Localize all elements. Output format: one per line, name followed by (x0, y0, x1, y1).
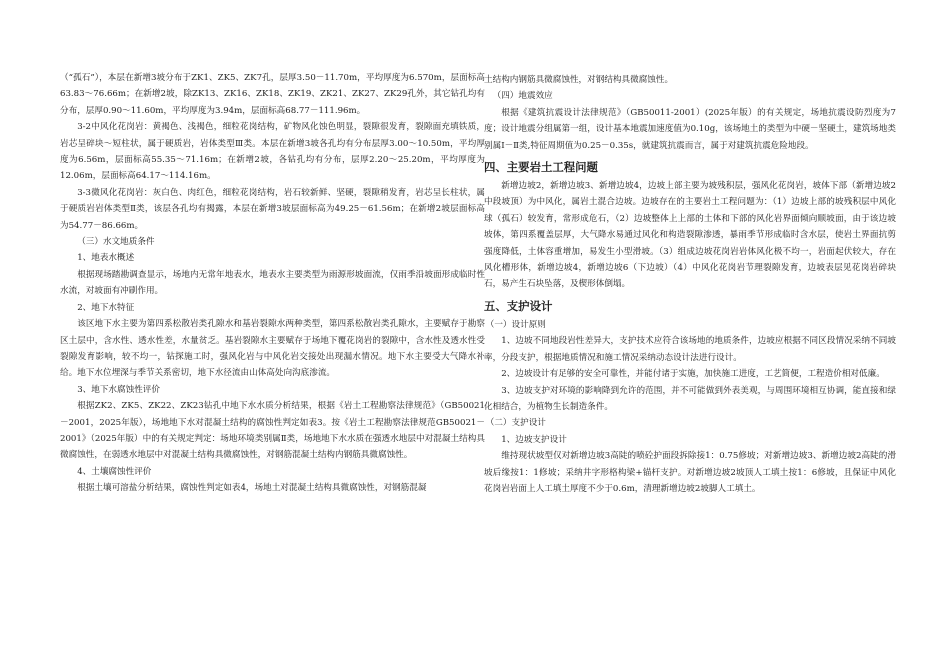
paragraph: 维持现状坡型仅对新增边坡3高陡的喷砼护面段拆除接1：0.75修坡；对新增边坡3、新增边坡2高陡的滑坡后缘按1：1修坡；采纳井字形格构梁+锚杆支护。对新增边坡2坡顶人工填土按1：6修坡，且保证中风化花岗岩岩面上人工填土厚度不少于0.6m，清理新增边坡2坡脚人工填土。 (484, 451, 896, 494)
paragraph: 根据《建筑抗震设计法律规范》（GB50011-2001）(2025年版）的有关规定，场地抗震设防烈度为7度；设计地震分组属第一组，设计基本地震加速度值为0.10g，该场地土的类型为中硬－坚硬土，建筑场地类别属Ⅰ－Ⅱ类,特征周期值为0.25－0.35s，就建筑抗震而言，属于对建筑抗震危险地段。 (484, 107, 896, 151)
paragraph: 根据土壤可溶盐分析结果，腐蚀性判定如表4，场地土对混凝土结构具微腐蚀性，对钢筋混凝 (77, 483, 427, 494)
paragraph: 3、边坡支护对环境的影响降到允许的范围，并不可能做到外表美观，与周围环境相互协调，能直接和绿化相结合，为植物生长制造条件。 (484, 385, 896, 412)
section-subheading: 1、地表水概述 (77, 253, 135, 264)
paragraph: 新增边坡2，新增边坡3、新增边坡4，边坡上部主要为坡残积层，强风化花岗岩，坡体下部（新增边坡2中段坡顶）为中风化，属岩土混合边坡。边坡存在的主要岩土工程问题为：（1）边坡上部的坡残积层中风化球（孤石）较发育，常形成危石，（2）边坡整体上上部的土体和下部的风化岩界面倾向顺坡面，由于该边坡坡体，第四系覆盖层厚，大气降水易通过风化和构造裂隙渗透，暴雨季节形成临时含水层，使岩土界面抗剪强度降低，土体容重增加，易发生小型滑坡。（3）组成边坡花岗岩岩体风化极不均一，岩面起伏较大，存在风化槽形体，新增边坡4，新增边坡6（下边坡）（4）中风化花岗岩节理裂隙发育，边坡表层见花岗岩碎块石，易产生石块坠落，及楔形体倒塌。 (484, 181, 896, 290)
section-subheading: （二）支护设计 (485, 418, 546, 429)
section-subheading: （四）地震效应 (492, 91, 553, 102)
section-subheading: （三）水文地质条件 (77, 237, 155, 248)
section-subheading: 2、地下水特征 (77, 302, 135, 313)
section-heading: 四、主要岩土工程问题 (484, 160, 598, 175)
section-subheading: （一）设计原则 (485, 319, 546, 330)
paragraph: 土结构内钢筋具微腐蚀性，对钢结构具微腐蚀性。 (484, 75, 674, 85)
paragraph: 3-3微风化花岗岩：灰白色、肉红色，细粒花岗结构，岩石较新鲜、坚硬，裂隙稍发育，岩芯呈长柱状，属于硬质岩岩体类型Ⅱ类，该层各孔均有揭露，本层在新增3坡层面标高为49.25－61.56m；在新增2坡层面标高为54.77－86.66m。 (60, 187, 485, 231)
section-subheading: 4、土壤腐蚀性评价 (77, 466, 152, 477)
paragraph: 根据ZK2、ZK5、ZK22、ZK23钻孔中地下水水质分析结果，根据《岩土工程勘察法律规范》（GB50021－2001，2025年版），场地地下水对混凝土结构的腐蚀性判定如表3。按《岩土工程勘察法律规范GB50021－2001》（2025年版）中的有关规定判定：场地环境类别属Ⅱ类，场地地下水水质在强透水地层中对混凝土结构具微腐蚀性，在弱透水地层中对混凝土结构具微腐蚀性，对钢筋混凝土结构内钢筋具微腐蚀性。 (60, 401, 485, 461)
section-subheading: 3、地下水腐蚀性评价 (77, 384, 160, 395)
paragraph: 3-2中风化花岗岩：黄褐色、浅褐色，细粒花岗结构，矿物风化蚀色明显，裂隙很发育，裂隙面充填铁质，岩芯呈碎块～短柱状，属于硬质岩，岩体类型Ⅲ类。本层在新增3坡各孔均有分布层厚3.00～10.50m，平均厚度为6.56m，层面标高55.35～71.16m；在新增2坡，各钻孔均有分布，层厚2.20～25.20m，平均厚度为12.06m，层面标高64.17～114.16m。 (60, 122, 485, 182)
right-column (484, 72, 896, 497)
paragraph: 根据现场踏勘调查显示，场地内无常年地表水，地表水主要类型为雨源形坡面流，仅雨季沿坡面形成临时性水流，对坡面有冲刷作用。 (60, 269, 485, 297)
paragraph: 1、边坡不同地段岩性差异大，支护技术应符合该场地的地质条件，边坡应根据不同区段情况采纳不同坡率，分段支护，根据地质情况和施工情况采纳动态设计法进行设计。 (484, 336, 896, 363)
paragraph: 该区地下水主要为第四系松散岩类孔隙水和基岩裂隙水两种类型，第四系松散岩类孔隙水，主要赋存于勘察区土层中，含水性、透水性差，水量贫乏。基岩裂隙水主要赋存于场地下覆花岗岩的裂隙中，含水性及透水性受裂隙发育影响，较不均一，钻探施工时，强风化岩与中风化岩交接处出现漏水情况。地下水主要受大气降水补给。地下水位埋深与季节关系密切，地下水径流由山体高处向沟底渗流。 (60, 319, 485, 379)
left-column (60, 70, 485, 497)
paragraph: （“孤石”），本层在新增3坡分布于ZK1、ZK5、ZK7孔，层厚3.50－11.70m，平均厚度为6.570m，层面标高63.83～76.66m；在新增2坡，除ZK13、ZK16、ZK18、ZK19、ZK21、ZK27、ZK29孔外，其它钻孔均有分布，层厚0.90～11.60m，平均厚度为3.94m，层面标高68.77－111.96m。 (60, 73, 485, 116)
section-heading: 五、支护设计 (484, 298, 553, 313)
paragraph: 2、边坡设计有足够的安全可靠性，并能付诸于实施，加快施工进度，工艺简便，工程造价相对低廉。 (501, 369, 885, 380)
section-subheading: 1、边坡支护设计 (501, 434, 567, 445)
